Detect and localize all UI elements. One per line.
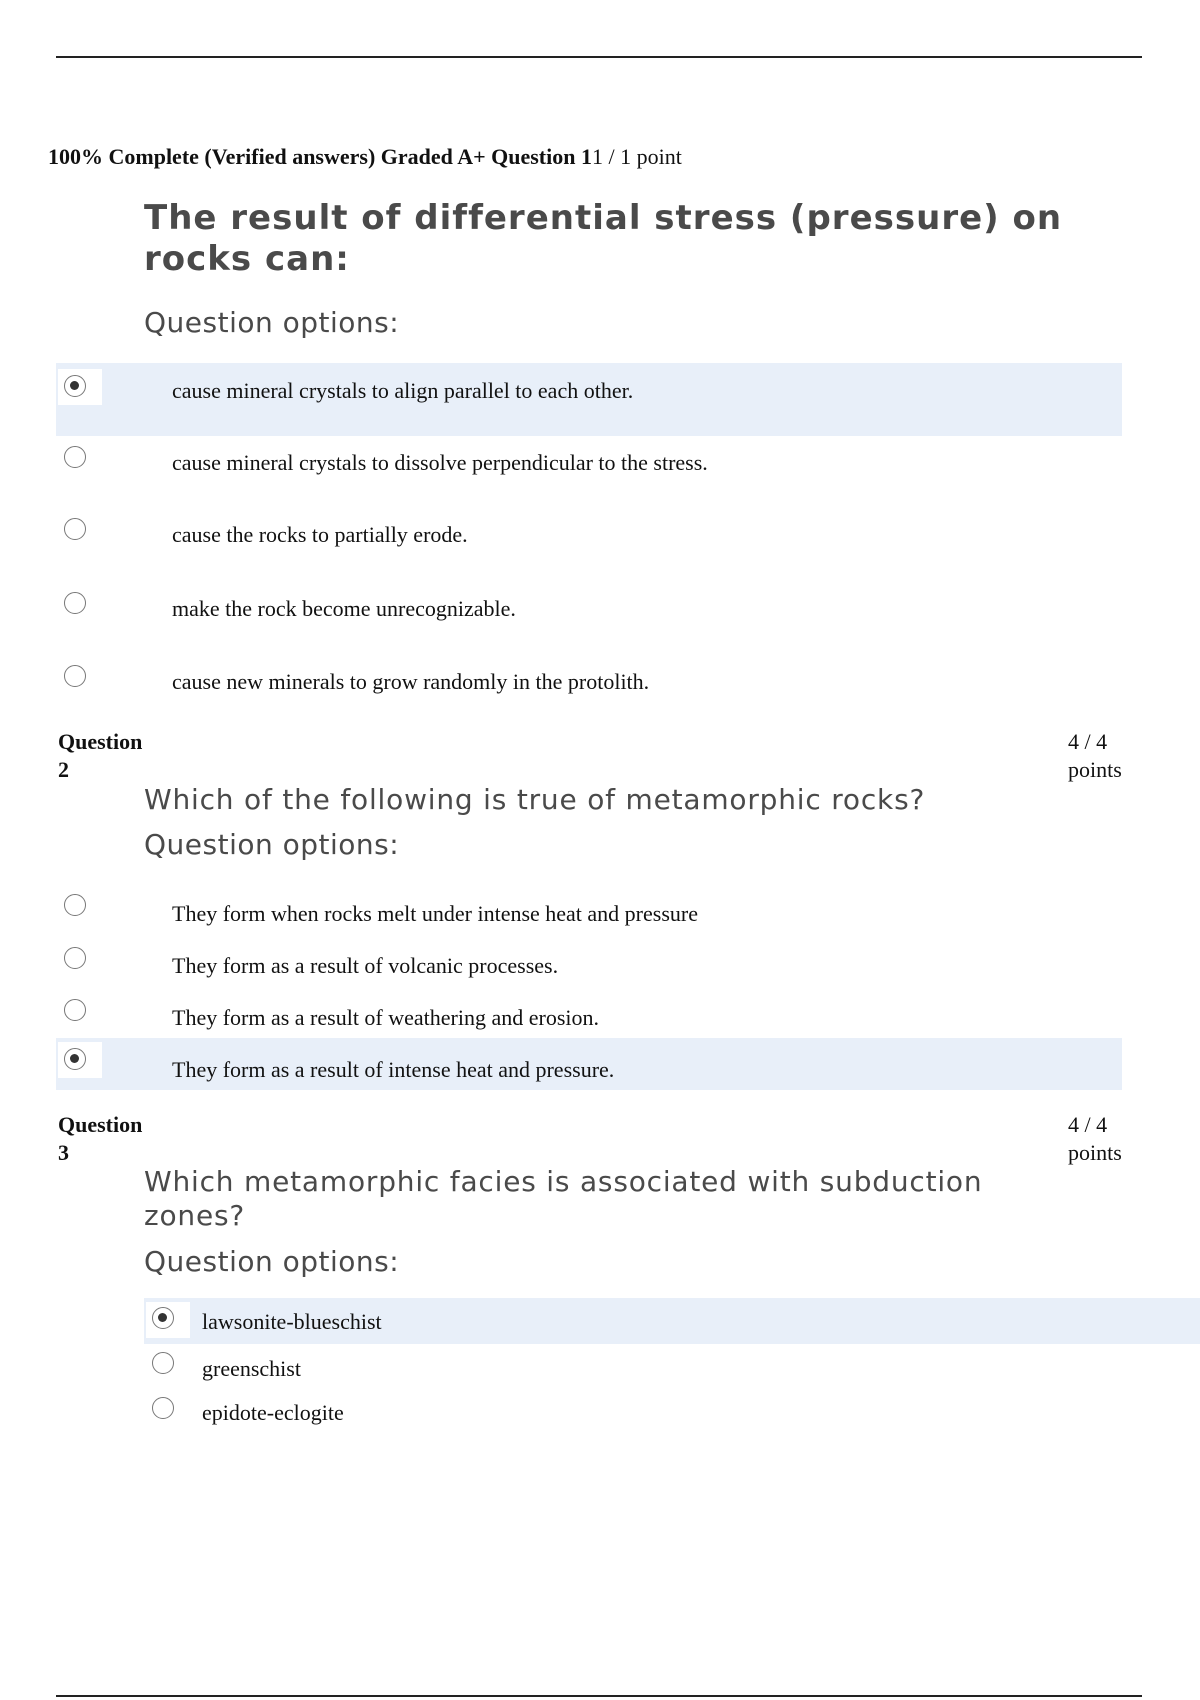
question-2-points-label: points	[1068, 757, 1122, 782]
question-3-points-label: points	[1068, 1140, 1122, 1165]
radio-empty-icon[interactable]	[64, 446, 86, 468]
q2-option-3[interactable]	[56, 993, 1122, 1043]
q1-option-3-text: cause the rocks to partially erode.	[172, 522, 468, 547]
document-heading	[48, 144, 682, 170]
q3-option-1[interactable]	[144, 1298, 1200, 1344]
question-2-label: Question	[58, 729, 143, 754]
q1-option-4[interactable]	[56, 582, 1122, 652]
question-3-text: Which metamorphic facies is associated with subduction zones?	[144, 1165, 983, 1232]
radio-empty-icon[interactable]	[64, 947, 86, 969]
question-3-index: 3	[58, 1140, 69, 1165]
question-3-options-label: Question options:	[144, 1245, 400, 1278]
radio-empty-icon[interactable]	[64, 894, 86, 916]
radio-empty-icon[interactable]	[152, 1352, 174, 1374]
q1-option-1[interactable]	[56, 363, 1122, 436]
q3-option-2-text: greenschist	[202, 1356, 301, 1381]
question-2-points	[1068, 728, 1122, 784]
radio-empty-icon[interactable]	[64, 665, 86, 687]
q2-option-3-text: They form as a result of weathering and erosion.	[172, 1005, 600, 1030]
radio-empty-icon[interactable]	[64, 592, 86, 614]
question-3-number	[58, 1111, 142, 1167]
question-3-label: Question	[58, 1112, 143, 1137]
q3-option-1-text: lawsonite-blueschist	[202, 1309, 382, 1334]
question-2-options-label: Question options:	[144, 828, 400, 861]
q2-option-4-text: They form as a result of intense heat and pressure.	[172, 1057, 615, 1082]
heading-score: 1 / 1 point	[591, 144, 682, 169]
q2-option-1-text: They form when rocks melt under intense heat and pressure	[172, 901, 698, 926]
q3-option-3[interactable]	[144, 1392, 1200, 1436]
q3-option-2[interactable]	[144, 1346, 1200, 1390]
question-2-text: Which of the following is true of metamorphic rocks?	[144, 783, 926, 816]
q1-option-2[interactable]	[56, 436, 1122, 506]
q1-option-2-text: cause mineral crystals to dissolve perpendicular to the stress.	[172, 450, 708, 475]
question-1-text: The result of differential stress (pressure) on rocks can:	[144, 198, 1063, 279]
radio-selected-icon[interactable]	[152, 1307, 174, 1329]
q1-option-5-text: cause new minerals to grow randomly in the protolith.	[172, 669, 650, 694]
top-divider	[56, 56, 1142, 58]
q3-option-3-text: epidote-eclogite	[202, 1400, 344, 1425]
q1-option-5[interactable]	[56, 655, 1122, 725]
q2-option-2[interactable]	[56, 941, 1122, 991]
question-1-options-label: Question options:	[144, 306, 400, 339]
radio-empty-icon[interactable]	[64, 999, 86, 1021]
q1-option-1-text: cause mineral crystals to align parallel to each other.	[172, 378, 634, 403]
bottom-divider	[56, 1695, 1142, 1697]
question-2-number	[58, 728, 142, 784]
q1-option-3[interactable]	[56, 508, 1122, 578]
q2-option-2-text: They form as a result of volcanic processes.	[172, 953, 559, 978]
q2-option-1[interactable]	[56, 888, 1122, 938]
question-2-points-value: 4 / 4	[1068, 729, 1108, 754]
q1-option-4-text: make the rock become unrecognizable.	[172, 596, 516, 621]
question-3-points-value: 4 / 4	[1068, 1112, 1108, 1137]
radio-empty-icon[interactable]	[152, 1397, 174, 1419]
radio-selected-icon[interactable]	[64, 375, 86, 397]
question-3-points	[1068, 1111, 1122, 1167]
radio-empty-icon[interactable]	[64, 518, 86, 540]
question-2-index: 2	[58, 757, 69, 782]
heading-title: 100% Complete (Verified answers) Graded A+ Question 1	[48, 144, 592, 169]
q2-option-4[interactable]	[56, 1038, 1122, 1090]
radio-selected-icon[interactable]	[64, 1048, 86, 1070]
